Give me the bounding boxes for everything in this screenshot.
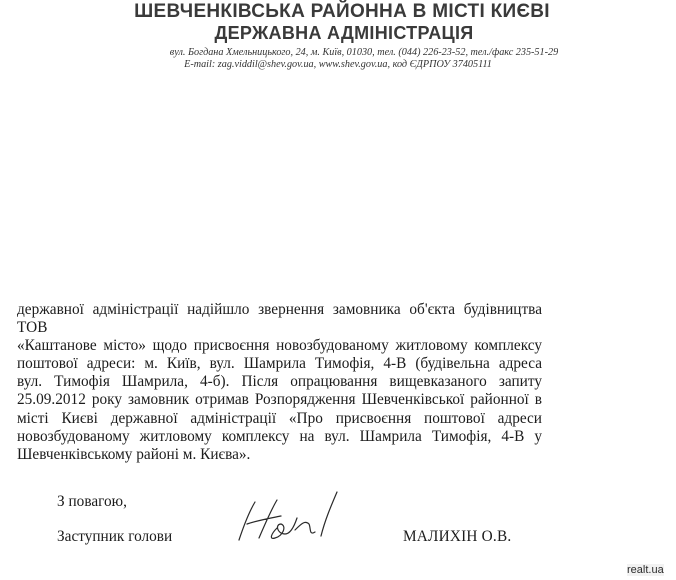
letterhead-address: вул. Богдана Хмельницького, 24, м. Київ, 01030, тел. (044) 226-23-52, тел./факс 235-51-29 [169,47,559,58]
signatory-position: Заступник голови [57,528,173,545]
handwritten-signature [225,480,345,550]
watermark: realt.ua [627,564,664,576]
letter-body [17,301,542,464]
body-line: «Каштанове місто» щодо присвоєння новозбудованому житловому комплексу [17,337,542,355]
letterhead-title-line1: ШЕВЧЕНКІВСЬКА РАЙОННА В МІСТІ КИЄВІ [134,1,550,22]
body-line: місті Києві державної адміністрації «Про присвоєння поштової адреси [17,409,542,427]
body-line: Шевченківському районі м. Києва». [17,445,251,463]
closing-regards: З повагою, [57,493,127,510]
body-line: вул. Тимофія Шамрила, 4-б). Після опрацювання вищевказаного запиту [17,373,542,391]
body-line: новозбудованому житловому комплексу на вул. Шамрила Тимофія, 4-В у [17,427,542,445]
signatory-name: МАЛИХІН О.В. [403,528,512,545]
letterhead-title-line2: ДЕРЖАВНА АДМІНІСТРАЦІЯ [214,23,474,43]
letterhead-contacts: E-mail: zag.viddil@shev.gov.ua, www.shev.gov.ua, код ЄДРПОУ 37405111 [184,59,492,70]
body-line: державної адміністрації надійшло звернення замовника об'єкта будівництва ТОВ [17,301,542,337]
body-line: 25.09.2012 року замовник отримав Розпорядження Шевченківської районної в [17,391,542,409]
body-line: поштової адреси: м. Київ, вул. Шамрила Тимофія, 4-В (будівельна адреса [17,355,542,373]
